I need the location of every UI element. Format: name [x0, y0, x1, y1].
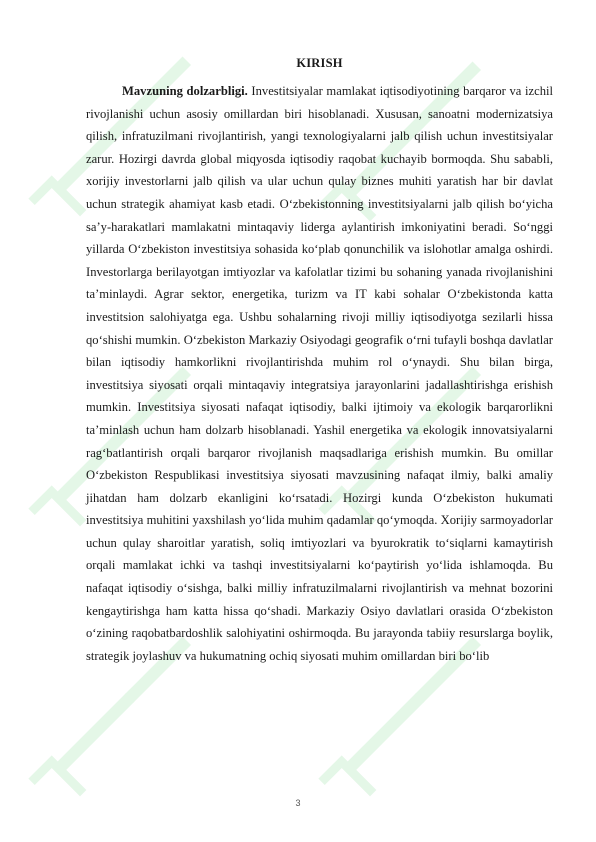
document-page [86, 56, 553, 667]
lead-heading: Mavzuning dolzarbligi. [122, 84, 248, 98]
section-title: KIRISH [296, 56, 343, 70]
body-paragraph [86, 80, 553, 667]
page-number: 3 [295, 798, 301, 808]
body-text: Investitsiyalar mamlakat iqtisodiyotining barqaror va izchil rivojlanishi uchun asosiy omillardan biri hisoblanadi. Xususan, sanoatni modernizatsiya qilish, infratuzilmani rivojlantirish, yangi texnologiyalarni jalb qilish uchun investitsiyalar zarur. Hozirgi davrda global miqyosda iqtisodiy raqobat kuchayib bormoqda. Shu sababli, xorijiy investorlarni jalb qilish va ular uchun qulay biznes muhiti yaratish har bir davlat uchun strategik ahamiyat kasb etadi. O‘zbekistonning investitsiyalarni jalb qilish bo‘yicha sa’y-harakatlari mamlakatni mintaqaviy liderga aylantirish imkoniyatini beradi. So‘nggi yillarda O‘zbekiston investitsiya sohasida ko‘plab qonunchilik va islohotlar amalga oshirdi. Investorlarga berilayotgan imtiyozlar va kafolatlar tizimi bu sohaning yanada rivojlanishini ta’minlaydi. Agrar sektor, energetika, turizm va IT kabi sohalar O‘zbekistonda katta investitsion salohiyatga ega. Ushbu sohalarning rivoji milliy iqtisodiyotga sezilarli hissa qo‘shishi mumkin. O‘zbekiston Markaziy Osiyodagi geografik o‘rni tufayli boshqa davlatlar bilan iqtisodiy hamkorlikni rivojlantirishda muhim rol o‘ynaydi. Shu bilan birga, investitsiya siyosati orqali mintaqaviy integratsiya jarayonlarini jadallashtirishga erishish mumkin. Investitsiya siyosati nafaqat iqtisodiy, balki ijtimoiy va ekologik barqarorlikni ta’minlash uchun ham dolzarb hisoblanadi. Yashil energetika va ekologik innovatsiyalarni rag‘batlantirish orqali barqaror rivojlanish maqsadlariga erishish mumkin. Bu omillar O‘zbekiston Respublikasi investitsiya siyosati mavzusining nafaqat ilmiy, balki amaliy jihatdan ham dolzarb ekanligini ko‘rsatadi. Hozirgi kunda O‘zbekiston hukumati investitsiya muhitini yaxshilash yo‘lida muhim qadamlar qo‘ymoqda. Xorijiy sarmoyadorlar uchun qulay sharoitlar yaratish, soliq imtiyozlari va byurokratik to‘siqlarni kamaytirish orqali mamlakat ichki va tashqi investitsiyalarni ko‘paytirish yo‘lida ishlamoqda. Bu nafaqat iqtisodiy o‘sishga, balki milliy infratuzilmalarni rivojlantirish va mehnat bozorini kengaytirishga ham katta hissa qo‘shadi. Markaziy Osiyo davlatlari orasida O‘zbekiston o‘zining raqobatbardoshlik salohiyatini oshirmoqda. Bu jarayonda tabiiy resurslarga boylik, strategik joylashuv va hukumatning ochiq siyosati muhim omillardan biri bo‘lib [86, 84, 554, 663]
